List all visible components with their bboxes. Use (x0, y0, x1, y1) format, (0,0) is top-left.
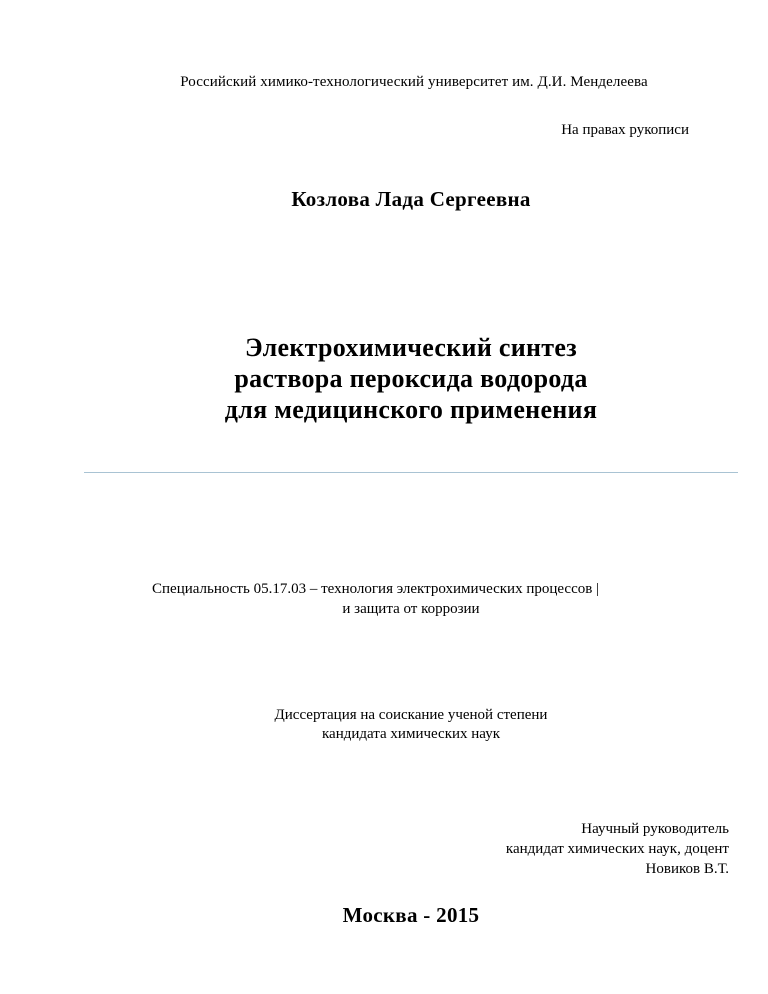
degree-line-2: кандидата химических наук (321, 726, 500, 742)
specialty-line-1: Специальность 05.17.03 – технология электрохимических процессов | (152, 581, 600, 597)
university-name: Российский химико-технологический университет им. Д.И. Менделеева (180, 74, 648, 90)
thesis-title-line-3: для медицинского применения (224, 395, 598, 424)
city-year: Москва - 2015 (342, 903, 480, 927)
supervisor-degree: кандидат химических наук, доцент (505, 841, 729, 857)
section-divider (84, 472, 738, 473)
author-name: Козлова Лада Сергеевна (291, 187, 531, 211)
degree-line-1: Диссертация на соискание ученой степени (274, 707, 548, 723)
thesis-title-line-2: раствора пероксида водорода (234, 364, 588, 393)
supervisor-label: Научный руководитель (581, 821, 729, 837)
specialty-line-2: и защита от коррозии (342, 601, 480, 617)
thesis-title-line-1: Электрохимический синтез (245, 333, 577, 362)
supervisor-name: Новиков В.Т. (645, 861, 729, 877)
manuscript-note: На правах рукописи (561, 122, 689, 138)
